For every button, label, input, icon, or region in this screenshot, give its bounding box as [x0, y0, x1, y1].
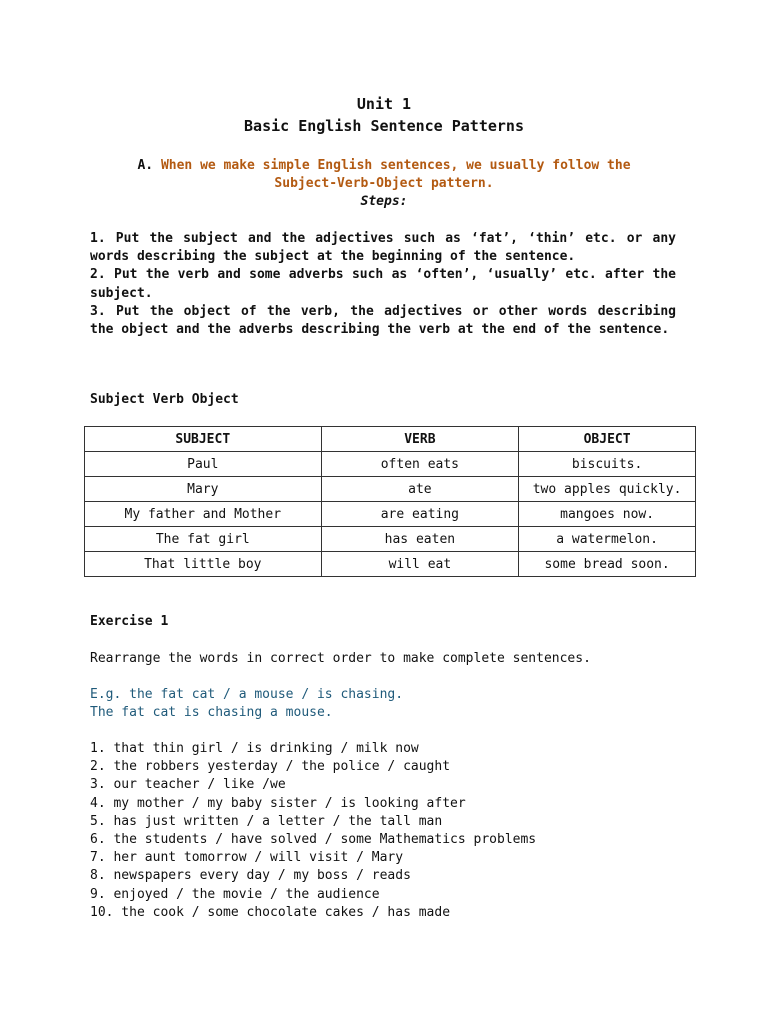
intro-text-1: When we make simple English sentences, we usually follow the: [160, 158, 631, 173]
table-header-row: [85, 427, 696, 452]
list-item: 5. has just written / a letter / the tall man: [90, 813, 443, 829]
cell-subject: Mary: [85, 477, 322, 502]
table-row: [85, 552, 696, 577]
table-row: [85, 477, 696, 502]
table-row: [85, 502, 696, 527]
cell-object: some bread soon.: [519, 552, 696, 577]
intro-text-2: Subject-Verb-Object pattern.: [274, 176, 494, 191]
intro-letter: A.: [137, 158, 154, 173]
list-item: 1. that thin girl / is drinking / milk now: [90, 741, 419, 756]
cell-object: biscuits.: [519, 452, 696, 477]
example-prompt: E.g. the fat cat / a mouse / is chasing.: [90, 687, 404, 702]
svo-table: [84, 426, 696, 577]
cell-verb: often eats: [321, 452, 519, 477]
steps-label: Steps:: [360, 194, 408, 209]
cell-subject: Paul: [85, 452, 322, 477]
list-item: 10. the cook / some chocolate cakes / has made: [90, 904, 451, 920]
step-3: 3. Put the object of the verb, the adjectives or other words describing the object and the adverbs describing the verb at the end of the sentence.: [90, 303, 676, 338]
table-row: [85, 527, 696, 552]
list-item: 3. our teacher / like /we: [90, 777, 286, 793]
list-item: 9. enjoyed / the movie / the audience: [90, 886, 380, 902]
intro-line-1: [0, 157, 768, 175]
unit-number: Unit 1: [356, 95, 412, 113]
exercise-list: [90, 740, 536, 922]
cell-subject: My father and Mother: [85, 502, 322, 527]
steps-list: [90, 230, 676, 339]
header-object: OBJECT: [519, 427, 696, 452]
intro-line-2: [0, 175, 768, 193]
cell-verb: ate: [321, 477, 519, 502]
table-row: [85, 452, 696, 477]
cell-subject: The fat girl: [85, 527, 322, 552]
list-item: 4. my mother / my baby sister / is looking after: [90, 795, 466, 811]
cell-verb: will eat: [321, 552, 519, 577]
list-item: 6. the students / have solved / some Mathematics problems: [90, 832, 537, 848]
cell-object: mangoes now.: [519, 502, 696, 527]
svo-heading: Subject Verb Object: [90, 392, 239, 407]
page-title: Basic English Sentence Patterns: [244, 117, 524, 135]
cell-verb: has eaten: [321, 527, 519, 552]
cell-object: two apples quickly.: [519, 477, 696, 502]
cell-subject: That little boy: [85, 552, 322, 577]
list-item: 7. her aunt tomorrow / will visit / Mary: [90, 850, 404, 866]
step-2: 2. Put the verb and some adverbs such as ‘often’, ‘usually’ etc. after the subject.: [90, 267, 676, 301]
list-item: 2. the robbers yesterday / the police / caught: [90, 759, 451, 775]
example-answer: The fat cat is chasing a mouse.: [90, 705, 333, 720]
exercise-title: Exercise 1: [90, 614, 169, 629]
exercise-instruction: Rearrange the words in correct order to make complete sentences.: [90, 651, 591, 666]
list-item: 8. newspapers every day / my boss / reads: [90, 868, 411, 884]
step-1: 1. Put the subject and the adjectives such as ‘fat’, ‘thin’ etc. or any words describing the subject at the beginning of the sentence.: [90, 231, 676, 265]
cell-verb: are eating: [321, 502, 519, 527]
header-subject: SUBJECT: [85, 427, 322, 452]
header-verb: VERB: [321, 427, 519, 452]
cell-object: a watermelon.: [519, 527, 696, 552]
